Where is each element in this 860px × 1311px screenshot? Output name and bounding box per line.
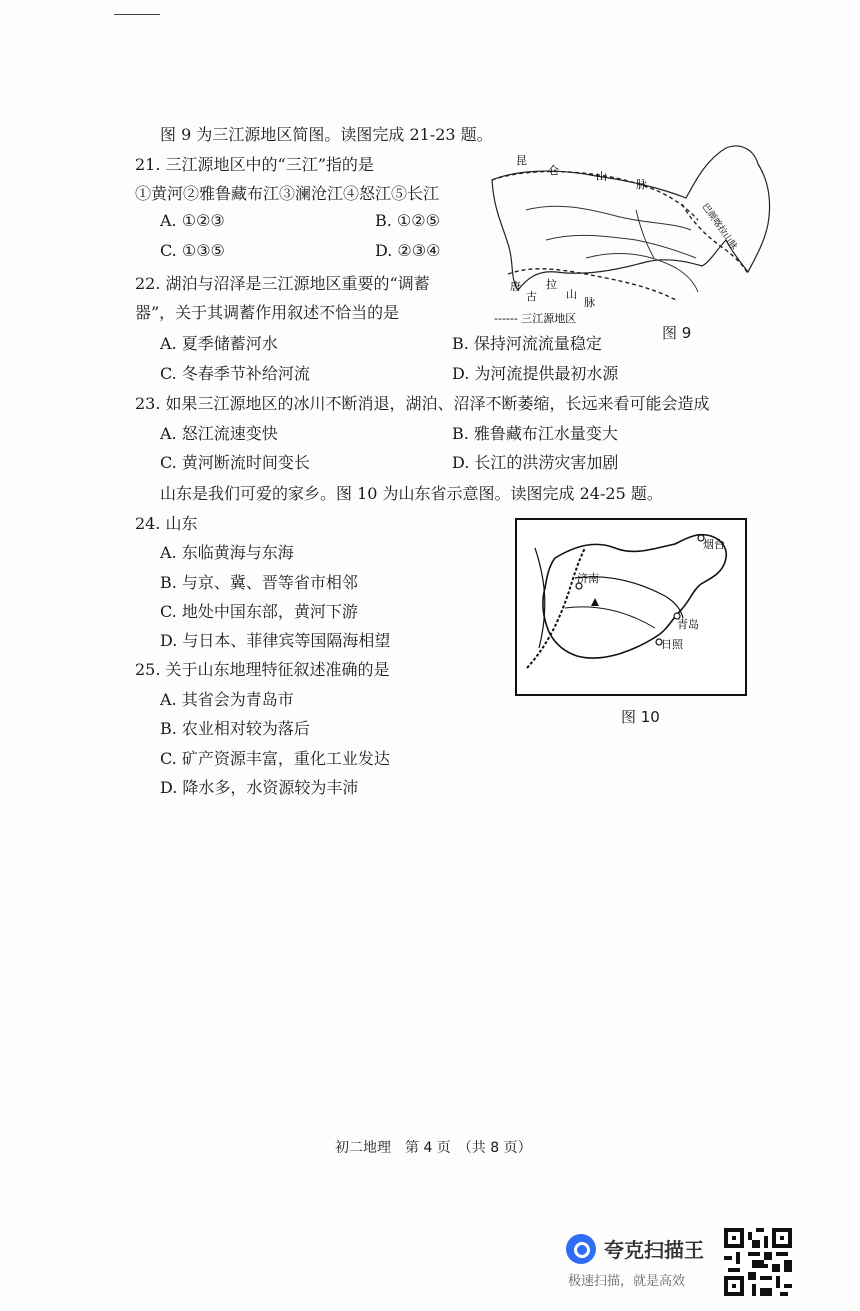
q22-option-b: B. 保持河流流量稳定 <box>452 334 602 353</box>
fig9-legend: ------ 三江源地区 <box>494 312 577 325</box>
intro-fig10: 山东是我们可爱的家乡。图 10 为山东省示意图。读图完成 24-25 题。 <box>160 484 663 503</box>
fig9-tanggula-char-3: 拉 <box>546 278 557 291</box>
q21-option-a: A. ①②③ <box>160 211 225 230</box>
fig9-river-4 <box>636 210 654 258</box>
q24-option-c: C. 地处中国东部，黄河下游 <box>160 602 358 621</box>
fig9-caption: 图 9 <box>662 324 692 342</box>
fig9-tanggula-char-4: 山 <box>566 288 577 301</box>
q22-stem-line1: 22. 湖泊与沼泽是三江源地区重要的“调蓄 <box>135 274 430 293</box>
q25-option-b: B. 农业相对较为落后 <box>160 719 310 738</box>
q21-option-c: C. ①③⑤ <box>160 241 225 260</box>
q23-stem: 23. 如果三江源地区的冰川不断消退，湖泊、沼泽不断萎缩，长远来看可能会造成 <box>135 394 710 413</box>
fig10-caption: 图 10 <box>621 708 660 726</box>
fig9-sanjiangyuan-map <box>486 140 776 340</box>
q21-options-line: ①黄河②雅鲁藏布江③澜沧江④怒江⑤长江 <box>135 184 440 203</box>
fig9-region-outline <box>492 146 770 290</box>
fig10-rizhao-label: 日照 <box>661 638 683 651</box>
q22-option-a: A. 夏季储蓄河水 <box>160 334 278 353</box>
page-footer: 初二地理 第 4 页 （共 8 页） <box>335 1140 532 1156</box>
fig10-jinan-label: 济南 <box>577 572 599 585</box>
q25-option-d: D. 降水多，水资源较为丰沛 <box>160 778 359 797</box>
qr-code-icon <box>724 1228 792 1296</box>
q23-option-d: D. 长江的洪涝灾害加剧 <box>452 453 619 472</box>
q24-option-b: B. 与京、冀、晋等省市相邻 <box>160 573 358 592</box>
q23-option-b: B. 雅鲁藏布江水量变大 <box>452 424 618 443</box>
fig9-kunlun-range <box>492 172 698 221</box>
fig10-qingdao-label: 青岛 <box>677 618 699 631</box>
fig9-tanggula-char-5: 脉 <box>584 296 595 309</box>
fig9-tanggula-char-1: 唐 <box>510 280 521 293</box>
fig9-kunlun-char-2: 仑 <box>548 164 559 177</box>
fig10-shandong-map <box>515 518 747 696</box>
fig9-kunlun-char-1: 昆 <box>516 154 527 167</box>
q24-option-d: D. 与日本、菲律宾等国隔海相望 <box>160 631 391 650</box>
fig9-kunlun-char-4: 脉 <box>636 178 647 191</box>
fig9-river-1 <box>526 206 691 230</box>
q24-option-a: A. 东临黄海与东海 <box>160 543 294 562</box>
q21-option-b: B. ①②⑤ <box>375 211 440 230</box>
quark-logo-icon <box>566 1234 596 1264</box>
fig9-river-2 <box>546 235 696 258</box>
scan-top-line <box>114 14 160 15</box>
q22-stem-line2: 器”，关于其调蓄作用叙述不恰当的是 <box>135 303 400 322</box>
q25-option-c: C. 矿产资源丰富，重化工业发达 <box>160 749 390 768</box>
q22-option-c: C. 冬春季节补给河流 <box>160 364 310 383</box>
fig9-east-range-label: 巴颜喀拉山脉 <box>699 201 739 252</box>
brand-slogan: 极速扫描，就是高效 <box>568 1274 686 1289</box>
intro-fig9: 图 9 为三江源地区简图。读图完成 21-23 题。 <box>160 125 493 144</box>
q24-stem: 24. 山东 <box>135 514 198 533</box>
q21-stem: 21. 三江源地区中的“三江”指的是 <box>135 155 374 174</box>
fig9-kunlun-char-3: 山 <box>596 170 607 183</box>
fig9-tanggula-char-2: 古 <box>526 290 537 303</box>
q21-option-d: D. ②③④ <box>375 241 441 260</box>
brand-name: 夸克扫描王 <box>604 1238 704 1262</box>
q25-option-a: A. 其省会为青岛市 <box>160 690 294 709</box>
q25-stem: 25. 关于山东地理特征叙述准确的是 <box>135 660 390 679</box>
q22-option-d: D. 为河流提供最初水源 <box>452 364 619 383</box>
fig10-yantai-label: 烟台 <box>703 538 725 551</box>
q23-option-a: A. 怒江流速变快 <box>160 424 278 443</box>
scanner-brand <box>566 1228 726 1288</box>
q23-option-c: C. 黄河断流时间变长 <box>160 453 310 472</box>
